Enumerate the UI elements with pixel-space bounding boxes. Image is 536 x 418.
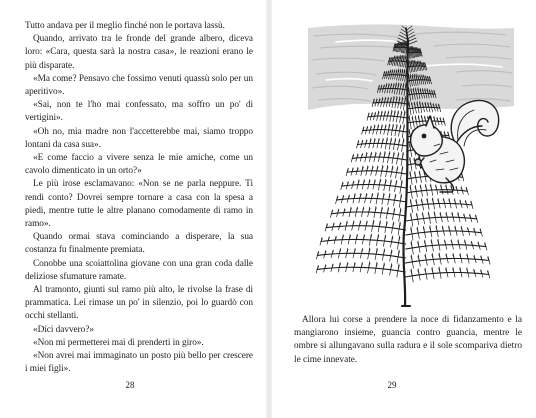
paragraph: Allora lui corse a prendere la noce di fidanzamento e la mangiarono insieme, guancia contro guancia, mentre le ombre si allungavano sulla radura e il sole scompariva dietro le cime innevate. [294, 315, 522, 365]
paragraph: Quando, arrivato tra le fronde del grande albero, diceva loro: «Cara, questa sarà la nostra casa», le reazioni erano le più disparate. [25, 34, 253, 71]
paragraph: «Ma come? Pensavo che fossimo venuti quassù solo per un aperitivo». [25, 73, 253, 98]
right-page-text [294, 314, 522, 367]
paragraph: «Sai, non te l'ho mai confessato, ma soffro un po' di vertigini». [25, 100, 253, 124]
left-page-text [25, 20, 253, 376]
paragraph: Le più irose esclamavano: «Non se ne parla neppure. Ti rendi conto? Dovrei sempre tornare a casa con la spesa a piedi, mentre tutte le altre planano comodamente di ramo in ramo». [25, 179, 253, 230]
page-number: 28 [125, 380, 135, 390]
squirrel-fir-illustration [306, 22, 516, 312]
right-page [272, 0, 536, 418]
paragraph: Quando ormai stava cominciando a disperare, la sua costanza fu finalmente premiata. [25, 232, 253, 256]
paragraph: «Oh no, mia madre non l'accetterebbe mai, siamo troppo lontani da casa sua». [25, 126, 253, 150]
paragraph: «E come faccio a vivere senza le mie amiche, come un cavolo dimenticato in un orto?» [25, 153, 253, 177]
paragraph: Conobbe una scoiattolina giovane con una gran coda dalle deliziose sfumature ramate. [25, 258, 253, 282]
paragraph: «Non avrei mai immaginato un posto più bello per crescere i miei figli». [25, 351, 253, 375]
paragraph: Tutto andava per il meglio finché non le portava lassù. [25, 21, 225, 31]
paragraph: «Dici davvero?» [33, 324, 94, 335]
page-number: 29 [387, 380, 397, 390]
paragraph: Al tramonto, giunti sul ramo più alto, le rivolse la frase di prammatica. Lei rimase un po' in silenzio, poi lo guardò con occhi stellanti. [25, 285, 253, 322]
left-page [0, 0, 266, 418]
paragraph: «Non mi permetterei mai di prenderti in giro». [33, 337, 204, 348]
